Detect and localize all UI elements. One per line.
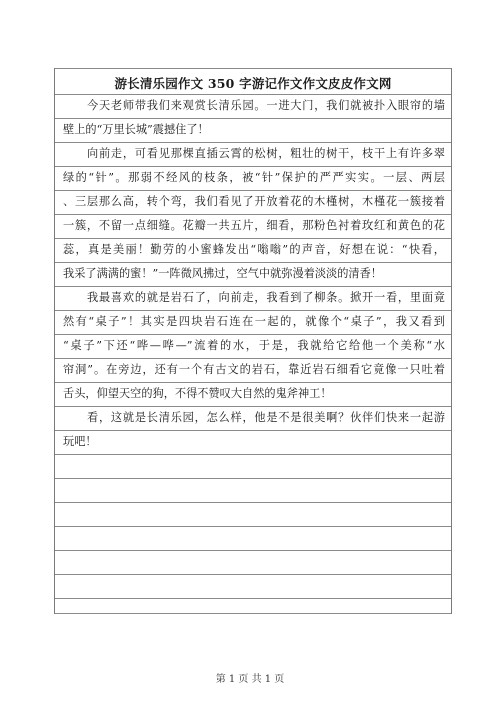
text-line: 、三层那么高，转个弯，我们看见了开放着花的木槿树，木槿花一簇接着 [63, 195, 445, 208]
text-line: 我最喜欢的就是岩石了，向前走，我看到了柳条。掀开一看，里面竟 [87, 291, 445, 304]
essay-sheet [54, 68, 452, 614]
text-line: 绿的“针”。那弱不经风的枝条，被“针”保护的严严实实。一层、两层 [63, 171, 445, 184]
rule-line [55, 613, 451, 614]
text-line: 然有“桌子”！其实是四块岩石连在一起的，就像个“桌子”，我又看到 [63, 315, 445, 328]
text-line: 我采了满满的蜜！”一阵微风拂过，空气中就弥漫着淡淡的清香！ [63, 267, 382, 280]
text-line: 向前走，可看见那棵直插云霄的松树，粗壮的树干，枝干上有许多翠 [87, 147, 445, 160]
rule-line [55, 478, 451, 479]
page-footer: 第 1 页 共 1 页 [215, 674, 285, 685]
text-line: 今天老师带我们来观赏长清乐园。一进大门，我们就被扑入眼帘的墙 [87, 99, 445, 112]
text-line: “桌子”下还“哗—哗—”流着的水，于是，我就给它给他一个美称“水 [63, 339, 445, 352]
essay-title: 游长清乐园作文 350 字游记作文作文皮皮作文网 [114, 76, 392, 91]
text-line: 看，这就是长清乐园，怎么样，他是不是很美啊？伙伴们快来一起游 [87, 411, 445, 424]
text-line: 一簇，不留一点细缝。花瓣一共五片，细看，那粉色衬着玫红和黄色的花 [63, 219, 445, 232]
rule-line [55, 68, 451, 69]
text-line: 玩吧！ [63, 435, 97, 448]
rule-line [55, 574, 451, 575]
text-line: 蕊，真是美丽！勤劳的小蜜蜂发出“嗡嗡”的声音，好想在说：“快看， [63, 243, 445, 256]
text-line: 帘洞”。在旁边，还有一个有古文的岩石，靠近岩石细看它竟像一只吐着 [63, 363, 445, 376]
rule-line [55, 454, 451, 455]
text-line: 舌头，仰望天空的狗，不得不赞叹大自然的鬼斧神工！ [63, 387, 332, 400]
rule-line [55, 526, 451, 527]
rule-line [55, 550, 451, 551]
rule-line [55, 598, 451, 599]
text-line: 壁上的“万里长城”震撼住了！ [63, 123, 209, 136]
rule-line [55, 502, 451, 503]
